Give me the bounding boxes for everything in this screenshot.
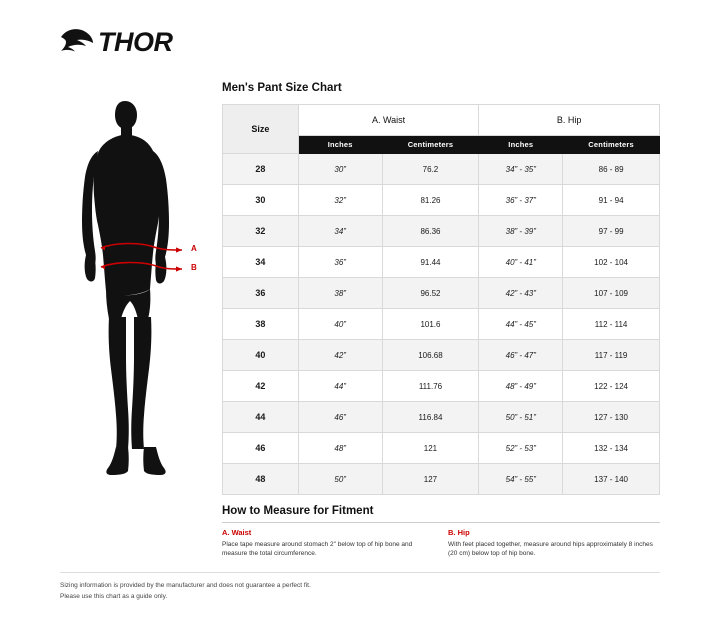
cell-size: 28: [223, 154, 299, 185]
cell-waist-cm: 81.26: [382, 185, 479, 216]
howto-hip: [448, 528, 653, 559]
body-diagram: [60, 95, 210, 495]
cell-waist-inches: 48”: [298, 433, 382, 464]
cell-size: 34: [223, 247, 299, 278]
cell-size: 40: [223, 340, 299, 371]
footer-line-2: Please use this chart as a guide only.: [60, 593, 168, 601]
table-row: [223, 464, 660, 495]
table-subheader-hip-inches: Inches: [479, 136, 563, 154]
cell-waist-cm: 111.76: [382, 371, 479, 402]
howto-title: How to Measure for Fitment: [222, 505, 374, 517]
howto-hip-body: With feet placed together, measure around hips approximately 8 inches (20 cm) below top of hip bone.: [448, 541, 653, 558]
waist-measure-label: A: [191, 244, 197, 253]
cell-size: 38: [223, 309, 299, 340]
howto-waist-heading: A. Waist: [222, 528, 252, 537]
cell-hip-inches: 42” - 43”: [479, 278, 563, 309]
cell-waist-inches: 46”: [298, 402, 382, 433]
cell-waist-cm: 106.68: [382, 340, 479, 371]
cell-hip-cm: 127 - 130: [563, 402, 660, 433]
howto-waist: [222, 528, 427, 559]
cell-hip-cm: 117 - 119: [563, 340, 660, 371]
table-row: [223, 340, 660, 371]
table-subheader-hip-cm: Centimeters: [563, 136, 660, 154]
cell-size: 46: [223, 433, 299, 464]
cell-hip-cm: 137 - 140: [563, 464, 660, 495]
howto-hip-heading: B. Hip: [448, 528, 470, 537]
table-row: [223, 309, 660, 340]
table-row: [223, 371, 660, 402]
page-title: Men's Pant Size Chart: [222, 82, 342, 94]
table-subheader-waist-inches: Inches: [298, 136, 382, 154]
cell-hip-inches: 54” - 55”: [479, 464, 563, 495]
cell-waist-cm: 86.36: [382, 216, 479, 247]
cell-size: 48: [223, 464, 299, 495]
table-header-size: Size: [223, 105, 299, 154]
cell-hip-inches: 34” - 35”: [479, 154, 563, 185]
table-row: [223, 247, 660, 278]
cell-hip-cm: 97 - 99: [563, 216, 660, 247]
cell-hip-inches: 36” - 37”: [479, 185, 563, 216]
cell-size: 36: [223, 278, 299, 309]
cell-waist-inches: 34”: [298, 216, 382, 247]
cell-size: 32: [223, 216, 299, 247]
howto-waist-body: Place tape measure around stomach 2" below top of hip bone and measure the total circumference.: [222, 541, 413, 558]
table-subheader-waist-cm: Centimeters: [382, 136, 479, 154]
cell-hip-inches: 52” - 53”: [479, 433, 563, 464]
cell-hip-cm: 86 - 89: [563, 154, 660, 185]
table-row: [223, 216, 660, 247]
table-row: [223, 278, 660, 309]
cell-waist-cm: 96.52: [382, 278, 479, 309]
size-chart-table: [222, 104, 660, 495]
cell-waist-inches: 44”: [298, 371, 382, 402]
cell-waist-cm: 127: [382, 464, 479, 495]
table-row: [223, 185, 660, 216]
table-row: [223, 402, 660, 433]
cell-waist-inches: 42”: [298, 340, 382, 371]
hip-measure-label: B: [191, 263, 197, 272]
cell-size: 30: [223, 185, 299, 216]
footer-divider: [60, 572, 660, 573]
cell-hip-inches: 38” - 39”: [479, 216, 563, 247]
cell-size: 42: [223, 371, 299, 402]
table-group-header-row: [223, 105, 660, 136]
cell-hip-inches: 46” - 47”: [479, 340, 563, 371]
cell-waist-cm: 121: [382, 433, 479, 464]
male-body-silhouette-icon: [60, 95, 210, 495]
cell-hip-inches: 44” - 45”: [479, 309, 563, 340]
cell-hip-cm: 91 - 94: [563, 185, 660, 216]
cell-waist-cm: 91.44: [382, 247, 479, 278]
table-header-hip: B. Hip: [479, 105, 660, 136]
thor-helmet-icon: [60, 28, 94, 56]
cell-waist-inches: 32”: [298, 185, 382, 216]
table-row: [223, 154, 660, 185]
howto-divider: [222, 522, 660, 523]
cell-waist-inches: 38”: [298, 278, 382, 309]
table-header-waist: A. Waist: [298, 105, 479, 136]
cell-hip-cm: 132 - 134: [563, 433, 660, 464]
cell-hip-inches: 50” - 51”: [479, 402, 563, 433]
brand-logo: [60, 28, 173, 56]
cell-hip-inches: 40” - 41”: [479, 247, 563, 278]
table-row: [223, 433, 660, 464]
cell-hip-cm: 122 - 124: [563, 371, 660, 402]
brand-name: THOR: [98, 26, 173, 57]
cell-waist-cm: 116.84: [382, 402, 479, 433]
cell-waist-inches: 30”: [298, 154, 382, 185]
cell-hip-inches: 48” - 49”: [479, 371, 563, 402]
cell-waist-inches: 36”: [298, 247, 382, 278]
cell-hip-cm: 102 - 104: [563, 247, 660, 278]
cell-waist-inches: 40”: [298, 309, 382, 340]
cell-hip-cm: 112 - 114: [563, 309, 660, 340]
cell-size: 44: [223, 402, 299, 433]
cell-waist-cm: 76.2: [382, 154, 479, 185]
cell-waist-cm: 101.6: [382, 309, 479, 340]
footer-disclaimer: [60, 580, 311, 602]
cell-hip-cm: 107 - 109: [563, 278, 660, 309]
cell-waist-inches: 50”: [298, 464, 382, 495]
footer-line-1: Sizing information is provided by the manufacturer and does not guarantee a perfect fit.: [60, 582, 311, 589]
